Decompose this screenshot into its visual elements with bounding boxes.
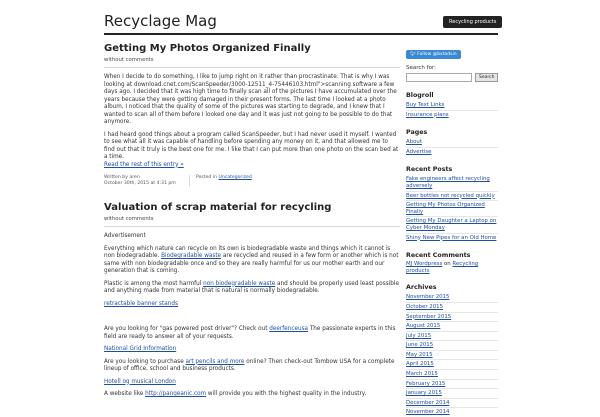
site-title[interactable]: Recyclage Mag bbox=[104, 12, 217, 30]
pangeanic-link[interactable]: http://pangeanic.com bbox=[145, 391, 207, 397]
category-link[interactable]: Uncategorized bbox=[218, 175, 252, 180]
archive-link[interactable]: March 2015 bbox=[406, 371, 438, 378]
posted-in-label: Posted in bbox=[196, 175, 219, 180]
top-tag-recycling-products[interactable]: Recycling products bbox=[443, 16, 502, 28]
blogroll-link[interactable]: Buy Text Links bbox=[406, 102, 445, 108]
follow-label: Follow @bxtadsin bbox=[417, 52, 457, 57]
recent-post-link[interactable]: Getting My Photos Organized Finally bbox=[406, 202, 485, 215]
divider bbox=[104, 67, 400, 68]
national-grid-link[interactable]: National Grid Information bbox=[104, 346, 177, 352]
text: will provide you with the highest quality in the industry. bbox=[206, 391, 367, 397]
recent-post-link[interactable]: Beer bottles not recycled quickly bbox=[406, 192, 495, 199]
search-form bbox=[406, 73, 498, 82]
post-comments-count: without comments bbox=[104, 57, 154, 63]
list-item bbox=[406, 148, 498, 157]
blogroll-title: Blogroll bbox=[406, 92, 434, 99]
comment-author-link[interactable]: MJ Wordpress bbox=[406, 261, 443, 268]
byline-author: Written by aren bbox=[104, 175, 140, 180]
list-item bbox=[406, 313, 498, 323]
list-item bbox=[406, 399, 498, 409]
hotell-london-link[interactable]: Hotell og musical London bbox=[104, 378, 176, 385]
list-item bbox=[406, 380, 498, 390]
text: Are you looking for "gas powered post driver"? Check out bbox=[104, 326, 270, 332]
deerfenceusa-link[interactable]: deerfenceusa bbox=[269, 326, 309, 332]
post-photos bbox=[104, 42, 400, 187]
post-title[interactable]: Getting My Photos Organized Finally bbox=[104, 43, 311, 54]
text: Are you looking to purchase bbox=[104, 358, 186, 365]
list-item bbox=[406, 303, 498, 313]
list-item bbox=[406, 192, 498, 202]
search-input[interactable] bbox=[406, 73, 472, 82]
pages-title: Pages bbox=[406, 129, 428, 137]
post-title[interactable]: Valuation of scrap material for recycling bbox=[104, 202, 332, 213]
post-comments-count: without comments bbox=[104, 216, 154, 222]
archives-title: Archives bbox=[406, 284, 437, 292]
text: A website like bbox=[104, 391, 146, 397]
text: Plastic is among the most harmful bbox=[104, 280, 204, 287]
retractable-banner-link[interactable]: retractable banner stands bbox=[104, 300, 178, 307]
list-item bbox=[406, 175, 498, 191]
art-pencils-link[interactable]: art pencils and more bbox=[185, 358, 245, 365]
archive-link[interactable]: May 2015 bbox=[406, 351, 433, 358]
archive-link[interactable]: October 2015 bbox=[406, 303, 444, 310]
archive-link[interactable]: June 2015 bbox=[406, 342, 434, 349]
archive-link[interactable]: August 2015 bbox=[406, 323, 441, 330]
archive-link[interactable]: April 2015 bbox=[406, 361, 434, 368]
archive-link[interactable]: November 2015 bbox=[406, 294, 450, 301]
recent-posts-title: Recent Posts bbox=[406, 166, 453, 174]
post-paragraph: When I decide to do something, I like to jump right on it rather than procrastinate. That is why I was looking at download.cnet.com/ScanSpeeder/3000-12511_4-75446103.html">scanning software a few days ago. I decided that it was high time to finally scan all of the pictures I have accumulated over the years because they were getting damaged in their present forms. The last time I looked at a photo album, I noticed that the quality of some of the pictures was starting to degrade, and I knew that I wanted to scan all of them before I looked one day and it was just not going to be possible to do that anymore. bbox=[104, 74, 397, 125]
list-item bbox=[406, 332, 498, 342]
sidebar bbox=[406, 40, 498, 417]
post-paragraph-text: I had heard good things about a program called ScanSpeeder, but I had never used it myself. I wanted to see what all it was capable of handling before spending any money on it, and that allowed me to find out that it truly is the best one for me. I like that I can put more than one photo on the scan bed at a time. bbox=[104, 131, 399, 160]
archive-link[interactable]: December 2014 bbox=[406, 399, 450, 406]
post-byline bbox=[104, 175, 400, 187]
archive-link[interactable]: November 2014 bbox=[406, 409, 450, 416]
post-paragraph bbox=[104, 246, 400, 276]
post-scrap-valuation bbox=[104, 201, 400, 399]
divider bbox=[104, 226, 400, 227]
advertisement-label: Advertisement bbox=[104, 233, 146, 239]
recent-post-link[interactable]: Getting My Daughter a Laptop on Cyber Monday bbox=[406, 218, 497, 231]
main-content bbox=[104, 40, 400, 404]
text: Everything which nature can recycle on its own is biodegradable waste and things which it cannot is non biodegradable. bbox=[104, 245, 391, 259]
page-link-advertise[interactable]: Advertise bbox=[406, 148, 432, 155]
archives-list bbox=[406, 293, 498, 417]
post-paragraph bbox=[104, 132, 400, 170]
twitter-bird-icon: 🐦︎ bbox=[410, 52, 416, 57]
post-paragraph bbox=[104, 346, 400, 354]
archive-link[interactable]: February 2015 bbox=[406, 380, 446, 387]
comment-post-link[interactable]: Recycling products bbox=[406, 261, 479, 274]
post-paragraph bbox=[104, 301, 400, 309]
list-item bbox=[406, 293, 498, 303]
text: are recycled and reused in a few form or another which is not same with non biodegradable once and so they are really harmful for us our mother earth and our generation that is coming. bbox=[104, 253, 399, 274]
recent-comment bbox=[406, 261, 498, 274]
archive-link[interactable]: July 2015 bbox=[406, 332, 432, 339]
list-item bbox=[406, 389, 498, 399]
blogroll-list bbox=[406, 101, 498, 119]
post-paragraph bbox=[104, 281, 400, 296]
list-item bbox=[406, 408, 498, 417]
recent-posts-list bbox=[406, 175, 498, 242]
text: online? Then check-out Tombow USA for a complete lineup of office, school and business products. bbox=[104, 358, 395, 372]
text: The passionate experts in this field are ready to answer all of your requests. bbox=[104, 326, 396, 340]
list-item bbox=[406, 201, 498, 217]
post-paragraph bbox=[104, 391, 400, 399]
biodegradable-waste-link[interactable]: Biodegradable waste bbox=[161, 253, 222, 259]
recent-post-link[interactable]: Fake engineers affect recycling adversely bbox=[406, 176, 490, 189]
search-button[interactable]: Search bbox=[475, 73, 498, 82]
post-paragraph bbox=[104, 379, 400, 387]
list-item bbox=[406, 217, 498, 233]
text: and should be properly used least possible and anything made from material that is natural is normally biodegradable. bbox=[104, 280, 399, 294]
read-more-link[interactable]: Read the rest of this entry » bbox=[104, 161, 184, 168]
list-item bbox=[406, 351, 498, 361]
twitter-follow-button[interactable] bbox=[406, 50, 461, 59]
header-rule bbox=[104, 33, 498, 35]
post-paragraph bbox=[104, 359, 400, 374]
archive-link[interactable]: January 2015 bbox=[406, 390, 442, 397]
page-link-about[interactable]: About bbox=[406, 139, 422, 146]
byline-author-date bbox=[104, 175, 190, 187]
list-item bbox=[406, 138, 498, 148]
list-item bbox=[406, 370, 498, 380]
list-item bbox=[406, 360, 498, 370]
list-item bbox=[406, 341, 498, 351]
comment-on-text: on bbox=[442, 261, 453, 268]
byline-category bbox=[196, 175, 252, 187]
post-paragraph bbox=[104, 326, 400, 341]
byline-date: October 30th, 2015 at 4:31 pm bbox=[104, 181, 176, 186]
recent-comments-title: Recent Comments bbox=[406, 252, 471, 260]
list-item bbox=[406, 111, 498, 120]
search-label: Search for: bbox=[406, 65, 436, 71]
list-item bbox=[406, 101, 498, 111]
recent-post-link[interactable]: Shiny New Pipes for an Old Home bbox=[406, 234, 497, 241]
non-biodegradable-waste-link[interactable]: non biodegradable waste bbox=[203, 280, 276, 287]
archive-link[interactable]: September 2015 bbox=[406, 313, 452, 320]
blogroll-link[interactable]: Insurance plans bbox=[406, 111, 449, 118]
pages-list bbox=[406, 138, 498, 156]
list-item bbox=[406, 322, 498, 332]
list-item bbox=[406, 234, 498, 243]
